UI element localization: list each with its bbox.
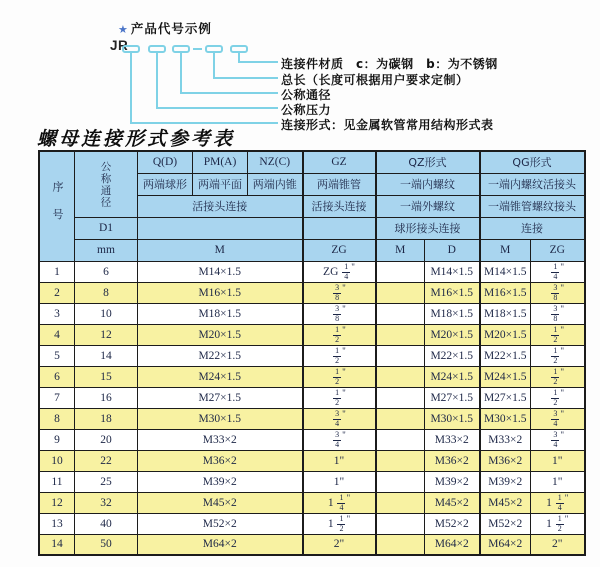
inch-mark: ": [351, 261, 355, 272]
header-union-connection: 活接头连接: [138, 195, 303, 217]
table-row: [39, 471, 585, 492]
cell-zg: 1": [303, 450, 376, 471]
fraction: $\frac{3}{4}$: [335, 408, 340, 428]
callout-total-length: 总长（长度可根据用户要求定制）: [281, 73, 469, 87]
cell-serial: 8: [39, 408, 75, 429]
cell-m: M20×1.5: [138, 324, 303, 345]
cell-qg-zg: 1 $\frac{1}{4}$ ": [531, 492, 585, 513]
connector-line: [130, 53, 132, 123]
fraction: $\frac{3}{4}$: [553, 429, 558, 449]
table-row: [39, 492, 585, 513]
cell-serial: 14: [39, 534, 75, 555]
inch-mark: ": [342, 387, 346, 398]
connector-line: [156, 53, 158, 108]
cell-qz-d: M39×2: [425, 471, 480, 492]
cell-zg: [303, 345, 376, 366]
cell-qg-zg: 2": [531, 534, 585, 555]
cell-dn: 14: [75, 345, 138, 366]
callout-connection-form: 连接形式：见金属软管常用结构形式表: [281, 118, 494, 132]
cell-m: M22×1.5: [138, 345, 303, 366]
cell-qz-d: M30×1.5: [425, 408, 480, 429]
cell-qg-zg: [531, 366, 585, 387]
cell-serial: 2: [39, 282, 75, 303]
cell-qg-m: M22×1.5: [480, 345, 531, 366]
cell-dn: 20: [75, 429, 138, 450]
header-serial: 序号: [39, 151, 75, 261]
fraction: $\frac{3}{8}$: [335, 303, 340, 323]
inch-mark: ": [560, 324, 565, 335]
cell-qg-m: M14×1.5: [480, 261, 531, 282]
header-qg-sub2: 一端锥管螺纹接头: [480, 195, 585, 217]
table-row: [39, 387, 585, 408]
table-row: [39, 324, 585, 345]
cell-qg-m: M30×1.5: [480, 408, 531, 429]
cell-zg: [303, 387, 376, 408]
cell-serial: 11: [39, 471, 75, 492]
table-body: [39, 261, 585, 555]
table-row: [39, 450, 585, 471]
cell-qg-zg: [531, 303, 585, 324]
cell-serial: 10: [39, 450, 75, 471]
header-gz-sub: 两端锥管: [303, 173, 376, 195]
cell-dn: 22: [75, 450, 138, 471]
fraction: $\frac{1}{2}$: [553, 324, 558, 344]
cell-dn: 32: [75, 492, 138, 513]
inch-mark: ": [342, 429, 346, 440]
cell-qz-d: M64×2: [425, 534, 480, 555]
header-pm-sub: 两端平面: [193, 173, 248, 195]
header-qz-conn: 球形接头连接: [376, 217, 480, 239]
inch-mark: ": [342, 366, 346, 377]
cell-qz-d: M20×1.5: [425, 324, 480, 345]
cell-m: M52×2: [138, 513, 303, 534]
inch-mark: ": [560, 303, 565, 314]
callout-material: 连接件材质 c：为碳钢 b：为不锈钢: [281, 57, 498, 71]
callout-nominal-diameter: 公称通径: [281, 88, 332, 102]
cell-qg-m: M64×2: [480, 534, 531, 555]
header-qg-m: M: [480, 239, 531, 261]
cell-dn: 25: [75, 471, 138, 492]
header-q-sub: 两端球形: [138, 173, 193, 195]
cell-qz-d: M45×2: [425, 492, 480, 513]
table-title: 螺母连接形式参考表: [37, 129, 236, 150]
cell-serial: 7: [39, 387, 75, 408]
fraction: $\frac{3}{8}$: [335, 282, 340, 302]
cell-qz-d: M24×1.5: [425, 366, 480, 387]
cell-zg: 2": [303, 534, 376, 555]
cell-m: M18×1.5: [138, 303, 303, 324]
cell-serial: 9: [39, 429, 75, 450]
cell-serial: 13: [39, 513, 75, 534]
header-qz-sub2: 一端外螺纹: [376, 195, 480, 217]
header-d1: D1: [75, 217, 138, 239]
inch-mark: ": [342, 303, 346, 314]
header-m: M: [138, 239, 303, 261]
nut-connection-table: [38, 150, 586, 556]
cell-qg-m: M52×2: [480, 513, 531, 534]
cell-qz-d: M33×2: [425, 429, 480, 450]
table-row: [39, 345, 585, 366]
cell-dn: 8: [75, 282, 138, 303]
header-col-qz: QZ形式: [376, 151, 480, 173]
connector-line: [238, 61, 278, 63]
fraction: $\frac{1}{2}$: [335, 387, 340, 407]
cell-zg: 1 $\frac{1}{2}$ ": [303, 513, 376, 534]
cell-qz-d: M36×2: [425, 450, 480, 471]
header-col-qg: QG形式: [480, 151, 585, 173]
cell-m: M45×2: [138, 492, 303, 513]
table-row: [39, 303, 585, 324]
inch-mark: ": [342, 408, 346, 419]
cell-m: M39×2: [138, 471, 303, 492]
header-col-pm: PM(A): [193, 151, 248, 173]
fraction: $\frac{1}{2}$: [557, 513, 562, 533]
cell-qg-zg: [531, 345, 585, 366]
fraction: $\frac{3}{8}$: [553, 303, 558, 323]
header-qg-zg: ZG: [531, 239, 585, 261]
table-row: [39, 429, 585, 450]
header-col-nz: NZ(C): [248, 151, 303, 173]
cell-m: M27×1.5: [138, 387, 303, 408]
code-box-2: [148, 45, 166, 53]
header-qz-sub: 一端内螺纹: [376, 173, 480, 195]
cell-zg: [303, 303, 376, 324]
inch-mark: ": [560, 366, 565, 377]
code-dash: [193, 48, 202, 50]
cell-qg-zg: [531, 387, 585, 408]
cell-qz-m: [376, 366, 425, 387]
cell-qg-zg: [531, 261, 585, 282]
connector-line: [213, 53, 215, 78]
header-empty-mid: [138, 217, 303, 239]
cell-qz-m: [376, 345, 425, 366]
header-qz-m: M: [376, 239, 425, 261]
cell-qz-m: [376, 408, 425, 429]
cell-qg-m: M27×1.5: [480, 387, 531, 408]
fraction: $\frac{1}{2}$: [553, 387, 558, 407]
cell-dn: 50: [75, 534, 138, 555]
cell-qz-d: M52×2: [425, 513, 480, 534]
cell-qg-m: M45×2: [480, 492, 531, 513]
cell-m: M24×1.5: [138, 366, 303, 387]
fraction: $\frac{3}{4}$: [553, 408, 558, 428]
table-row: [39, 408, 585, 429]
cell-qg-m: M24×1.5: [480, 366, 531, 387]
cell-m: M36×2: [138, 450, 303, 471]
header-qz-d: D: [425, 239, 480, 261]
cell-qg-zg: 1": [531, 471, 585, 492]
diagram-title-text: 产品代号示例: [130, 21, 212, 36]
cell-zg: [303, 324, 376, 345]
connector-line: [180, 53, 182, 93]
cell-qg-zg: 1": [531, 450, 585, 471]
cell-qz-m: [376, 513, 425, 534]
header-col-gz: GZ: [303, 151, 376, 173]
fraction: $\frac{1}{2}$: [339, 513, 344, 533]
cell-serial: 6: [39, 366, 75, 387]
header-col-q: Q(D): [138, 151, 193, 173]
cell-dn: 40: [75, 513, 138, 534]
code-prefix: JR: [110, 38, 129, 53]
cell-dn: 10: [75, 303, 138, 324]
cell-dn: 18: [75, 408, 138, 429]
header-empty-gz: [303, 217, 376, 239]
cell-qz-m: [376, 387, 425, 408]
fraction: $\frac{3}{4}$: [335, 429, 340, 449]
header-mm: mm: [75, 239, 138, 261]
cell-qz-m: [376, 282, 425, 303]
cell-zg: [303, 408, 376, 429]
fraction: $\frac{1}{4}$: [553, 261, 558, 281]
fraction: $\frac{1}{2}$: [553, 345, 558, 365]
header-qg-sub: 一端内螺纹活接头: [480, 173, 585, 195]
cell-qz-m: [376, 303, 425, 324]
cell-zg: 1": [303, 471, 376, 492]
inch-mark: ": [564, 513, 569, 524]
cell-qg-m: M36×2: [480, 450, 531, 471]
cell-zg: [303, 366, 376, 387]
header-nz-sub: 两端内锥: [248, 173, 303, 195]
cell-serial: 4: [39, 324, 75, 345]
connector-line: [213, 77, 278, 79]
inch-mark: ": [560, 282, 565, 293]
fraction: $\frac{1}{4}$: [557, 492, 562, 512]
header-gz-union: 活接头连接: [303, 195, 376, 217]
table-row: [39, 513, 585, 534]
cell-dn: 16: [75, 387, 138, 408]
cell-qz-m: [376, 324, 425, 345]
cell-qz-m: [376, 534, 425, 555]
inch-mark: ": [560, 387, 565, 398]
cell-qz-d: M16×1.5: [425, 282, 480, 303]
table-row: [39, 261, 585, 282]
table-header: [39, 151, 585, 261]
cell-qg-zg: 1 $\frac{1}{2}$ ": [531, 513, 585, 534]
cell-m: M30×1.5: [138, 408, 303, 429]
code-box-3: [172, 45, 190, 53]
star-icon: ★: [118, 23, 129, 36]
cell-zg: 1 $\frac{1}{4}$ ": [303, 492, 376, 513]
cell-qz-m: [376, 471, 425, 492]
inch-mark: ": [564, 492, 569, 503]
table-row: [39, 366, 585, 387]
cell-m: M16×1.5: [138, 282, 303, 303]
inch-mark: ": [346, 513, 351, 524]
diagram-title: [118, 19, 212, 37]
code-box-5: [230, 45, 248, 53]
cell-serial: 5: [39, 345, 75, 366]
cell-qz-d: M18×1.5: [425, 303, 480, 324]
cell-qg-zg: [531, 429, 585, 450]
fraction: $\frac{3}{8}$: [553, 282, 558, 302]
connector-line: [156, 107, 278, 109]
cell-m: M14×1.5: [138, 261, 303, 282]
code-box-4: [205, 45, 223, 53]
inch-mark: ": [560, 261, 565, 272]
inch-mark: ": [346, 492, 351, 503]
fraction: $\frac{1}{4}$: [339, 492, 344, 512]
cell-qz-m: [376, 261, 425, 282]
fraction: $\frac{1}{2}$: [335, 366, 340, 386]
cell-qg-zg: [531, 408, 585, 429]
cell-serial: 3: [39, 303, 75, 324]
cell-qz-d: M22×1.5: [425, 345, 480, 366]
cell-dn: 15: [75, 366, 138, 387]
cell-zg: [303, 429, 376, 450]
table-row: [39, 282, 585, 303]
cell-m: M64×2: [138, 534, 303, 555]
code-box-1: [122, 45, 140, 53]
cell-qg-m: M16×1.5: [480, 282, 531, 303]
inch-mark: ": [342, 345, 346, 356]
cell-dn: 6: [75, 261, 138, 282]
cell-qz-d: M14×1.5: [425, 261, 480, 282]
cell-qz-m: [376, 492, 425, 513]
cell-zg: [303, 282, 376, 303]
cell-serial: 1: [39, 261, 75, 282]
cell-zg: ZG $\frac{1}{4}$ ": [303, 261, 376, 282]
fraction: $\frac{1}{2}$: [335, 345, 340, 365]
cell-qg-zg: [531, 324, 585, 345]
cell-qg-m: M39×2: [480, 471, 531, 492]
cell-qg-m: M33×2: [480, 429, 531, 450]
fraction: $\frac{1}{4}$: [344, 261, 349, 281]
header-zg: ZG: [303, 239, 376, 261]
connector-line: [180, 92, 278, 94]
inch-mark: ": [560, 429, 565, 440]
fraction: $\frac{1}{2}$: [553, 366, 558, 386]
cell-qz-d: M27×1.5: [425, 387, 480, 408]
cell-serial: 12: [39, 492, 75, 513]
inch-mark: ": [342, 324, 346, 335]
inch-mark: ": [560, 345, 565, 356]
cell-qg-zg: [531, 282, 585, 303]
cell-m: M33×2: [138, 429, 303, 450]
table-row: [39, 534, 585, 555]
fraction: $\frac{1}{2}$: [335, 324, 340, 344]
header-nominal-diameter: 公称通径: [75, 151, 138, 217]
inch-mark: ": [560, 408, 565, 419]
cell-qg-m: M20×1.5: [480, 324, 531, 345]
cell-qz-m: [376, 429, 425, 450]
callout-nominal-pressure: 公称压力: [281, 103, 332, 117]
cell-qg-m: M18×1.5: [480, 303, 531, 324]
cell-dn: 12: [75, 324, 138, 345]
header-qg-conn: 连接: [480, 217, 585, 239]
cell-qz-m: [376, 450, 425, 471]
inch-mark: ": [342, 282, 346, 293]
